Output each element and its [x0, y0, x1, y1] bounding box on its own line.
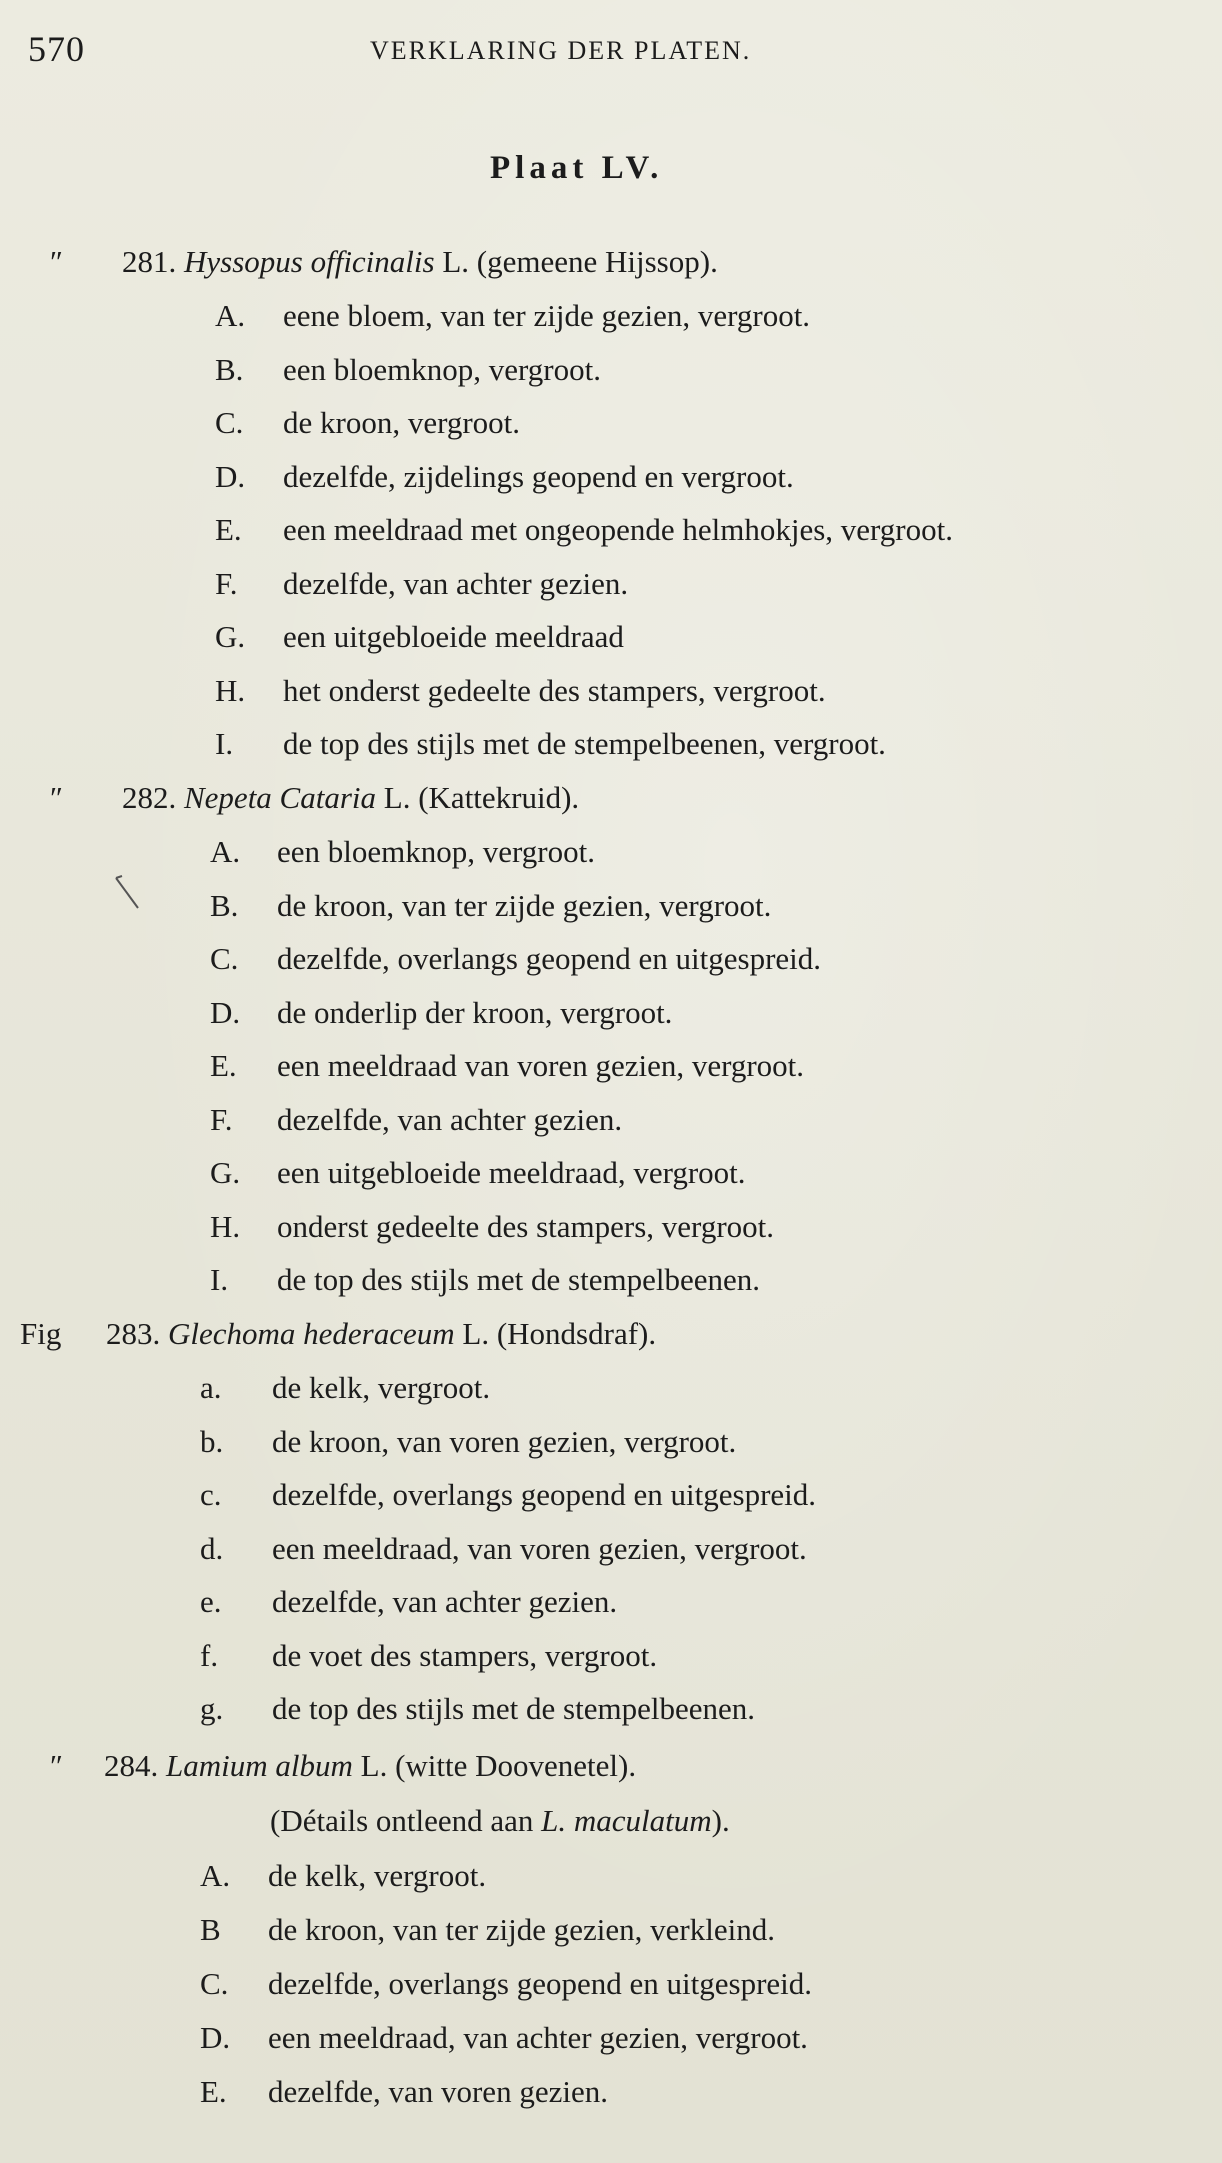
figure-marker: ″ [50, 244, 63, 279]
item-text: een bloemknop, vergroot. [283, 352, 601, 387]
item-label: f. [200, 1638, 219, 1673]
item-text: de voet des stampers, vergroot. [272, 1638, 658, 1673]
item-text: de top des stijls met de stempelbeenen. [277, 1262, 760, 1297]
common-name: (witte Doovenetel). [395, 1748, 637, 1783]
species-author: L. [383, 780, 411, 815]
item-text: een bloemknop, vergroot. [277, 834, 595, 869]
item-label: E. [210, 1048, 237, 1083]
item-label: c. [200, 1477, 222, 1512]
page-header [0, 28, 1222, 78]
item-text: de kelk, vergroot. [268, 1858, 487, 1893]
item-label: H. [210, 1209, 241, 1244]
item-label: b. [200, 1424, 224, 1459]
figure-heading-282 [50, 782, 579, 813]
item-text: de top des stijls met de stempelbeenen, vergroot. [283, 726, 886, 761]
species-author: L. [442, 244, 470, 279]
item-text: dezelfde, van achter gezien. [272, 1584, 618, 1619]
item-label: g. [200, 1691, 224, 1726]
common-name: (Hondsdraf). [496, 1316, 657, 1351]
item-label: C. [200, 1966, 229, 2001]
item-label: A. [210, 834, 241, 869]
pencil-tick-mark [112, 874, 142, 914]
item-text: onderst gedeelte des stampers, vergroot. [277, 1209, 774, 1244]
item-label: a. [200, 1370, 222, 1405]
item-text: de kroon, van ter zijde gezien, verkleind. [268, 1912, 775, 1947]
item-label: B [200, 1912, 221, 1947]
item-label: G. [210, 1155, 241, 1190]
item-label: E. [200, 2074, 227, 2109]
figure-number: 284. [104, 1748, 159, 1783]
figure-marker: ″ [50, 780, 63, 815]
item-label: D. [200, 2020, 231, 2055]
item-label: C. [215, 405, 244, 440]
page-number: 570 [28, 29, 85, 69]
item-label: B. [210, 888, 239, 923]
note-prefix: (Détails ontleend aan [270, 1803, 534, 1838]
detail-note-284 [270, 1805, 730, 1836]
species-name: Lamium album [166, 1748, 353, 1783]
item-label: I. [215, 726, 234, 761]
item-label: H. [215, 673, 246, 708]
note-suffix: ). [711, 1803, 730, 1838]
item-text: dezelfde, overlangs geopend en uitgespreid. [272, 1477, 817, 1512]
species-name: Glechoma hederaceum [168, 1316, 455, 1351]
common-name: (Kattekruid). [418, 780, 580, 815]
figure-heading-283 [20, 1318, 656, 1349]
item-text: een uitgebloeide meeldraad, vergroot. [277, 1155, 746, 1190]
species-author: L. [462, 1316, 490, 1351]
item-text: de kroon, vergroot. [283, 405, 521, 440]
item-text: eene bloem, van ter zijde gezien, vergroot. [283, 298, 811, 333]
item-text: dezelfde, van achter gezien. [277, 1102, 623, 1137]
item-text: een meeldraad met ongeopende helmhokjes, vergroot. [283, 512, 953, 547]
figure-marker: Fig [20, 1316, 62, 1351]
item-label: C. [210, 941, 239, 976]
species-author: L. [360, 1748, 388, 1783]
species-name: Nepeta Cataria [184, 780, 377, 815]
item-label: F. [215, 566, 238, 601]
species-name: Hyssopus officinalis [184, 244, 435, 279]
figure-heading-284 [50, 1750, 636, 1781]
item-label: d. [200, 1531, 224, 1566]
item-text: de top des stijls met de stempelbeenen. [272, 1691, 755, 1726]
item-text: dezelfde, zijdelings geopend en vergroot. [283, 459, 794, 494]
item-label: D. [210, 995, 241, 1030]
item-label: B. [215, 352, 244, 387]
item-text: de kelk, vergroot. [272, 1370, 491, 1405]
item-text: een meeldraad, van achter gezien, vergroot. [268, 2020, 808, 2055]
figure-number: 283. [106, 1316, 161, 1351]
item-text: dezelfde, van voren gezien. [268, 2074, 608, 2109]
figure-heading-281 [50, 246, 718, 277]
item-label: I. [210, 1262, 229, 1297]
item-text: dezelfde, overlangs geopend en uitgespreid. [277, 941, 822, 976]
note-species: L. maculatum [541, 1803, 712, 1838]
figure-number: 281. [122, 244, 177, 279]
running-head: VERKLARING DER PLATEN. [370, 36, 752, 65]
item-text: dezelfde, overlangs geopend en uitgespreid. [268, 1966, 813, 2001]
common-name: (gemeene Hijssop). [476, 244, 718, 279]
item-text: een meeldraad, van voren gezien, vergroot. [272, 1531, 807, 1566]
item-text: het onderst gedeelte des stampers, vergroot. [283, 673, 826, 708]
item-label: A. [200, 1858, 231, 1893]
item-label: F. [210, 1102, 233, 1137]
item-text: de kroon, van voren gezien, vergroot. [272, 1424, 737, 1459]
plate-title: Plaat LV. [490, 150, 664, 186]
item-text: een uitgebloeide meeldraad [283, 619, 624, 654]
item-text: een meeldraad van voren gezien, vergroot. [277, 1048, 805, 1083]
item-text: de kroon, van ter zijde gezien, vergroot. [277, 888, 772, 923]
item-text: dezelfde, van achter gezien. [283, 566, 629, 601]
item-text: de onderlip der kroon, vergroot. [277, 995, 673, 1030]
figure-marker: ″ [50, 1748, 63, 1783]
item-label: A. [215, 298, 246, 333]
item-label: D. [215, 459, 246, 494]
item-label: G. [215, 619, 246, 654]
figure-number: 282. [122, 780, 177, 815]
item-label: E. [215, 512, 242, 547]
item-label: e. [200, 1584, 222, 1619]
